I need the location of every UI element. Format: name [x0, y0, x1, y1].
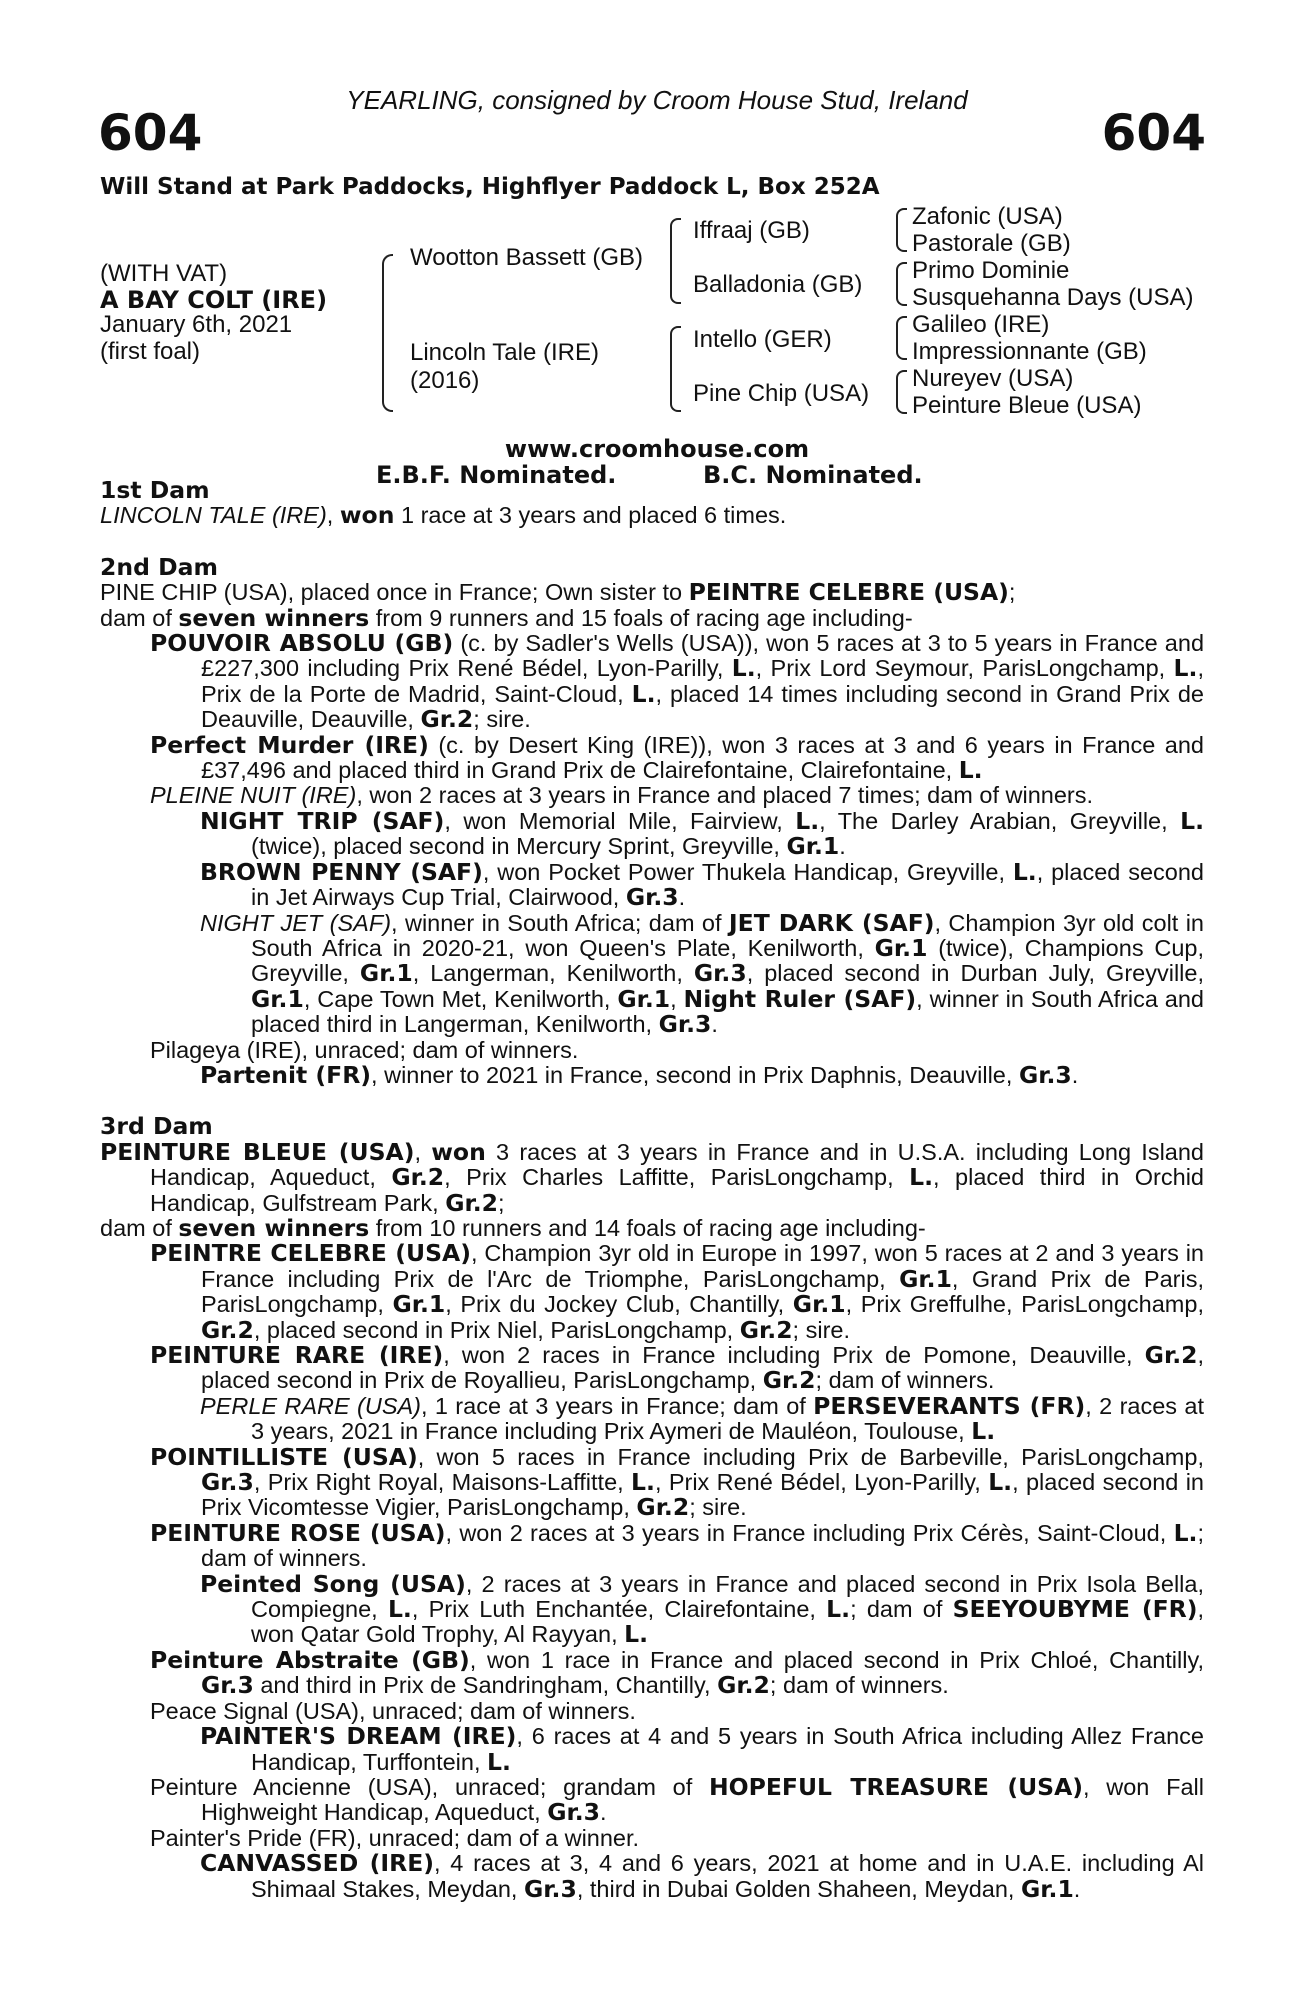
pedigree-ds: Intello (GER): [693, 326, 832, 353]
produce-entry: BROWN PENNY (SAF), won Pocket Power Thukela Handicap, Greyville, L., placed second in Jet Airways Cup Trial, Clairwood, Gr.3.: [200, 857, 1204, 912]
produce-entry: PERLE RARE (USA), 1 race at 3 years in France; dam of PERSEVERANTS (FR), 2 races at 3 years, 2021 in France including Prix Aymeri de Mauléon, Toulouse, L.: [200, 1391, 1204, 1446]
pedigree-sd: Balladonia (GB): [693, 271, 863, 298]
pedigree-dsd: Impressionnante (GB): [912, 338, 1147, 365]
produce-entry: PAINTER'S DREAM (IRE), 6 races at 4 and 5 years in South Africa including Allez France Handicap, Turffontein, L.: [200, 1722, 1204, 1776]
pedigree-brace-sd: [896, 262, 907, 306]
website: www.croomhouse.com: [504, 435, 810, 463]
second-dam-heading: 2nd Dam: [100, 552, 218, 581]
pedigree-brace-sire: [670, 218, 681, 304]
third-dam-heading: 3rd Dam: [100, 1112, 213, 1141]
pedigree-brace-dam: [670, 326, 681, 412]
produce-entry: PLEINE NUIT (IRE), won 2 races at 3 years in France and placed 7 times; dam of winners.: [150, 782, 1094, 809]
pedigree-dds: Nureyev (USA): [912, 365, 1074, 392]
pedigree-brace-ss: [896, 208, 907, 252]
pedigree-dss: Galileo (IRE): [912, 311, 1050, 338]
pedigree-brace-dd: [896, 370, 907, 414]
vat-note: (WITH VAT): [100, 260, 228, 287]
third-dam-summary: dam of seven winners from 10 runners and 14 foals of racing age including-: [100, 1213, 926, 1242]
produce-entry: PEINTURE RARE (IRE), won 2 races in France including Prix de Pomone, Deauville, Gr.2, placed second in Prix de Royallieu, ParisLongchamp, Gr.2; dam of winners.: [150, 1341, 1205, 1395]
produce-entry: NIGHT TRIP (SAF), won Memorial Mile, Fairview, L., The Darley Arabian, Greyville, L. (twice), placed second in Mercury Sprint, Greyville, Gr.1.: [200, 806, 1204, 861]
pedigree-sss: Zafonic (USA): [912, 203, 1063, 230]
first-dam-heading: 1st Dam: [100, 476, 210, 504]
produce-entry: Peinture Abstraite (GB), won 1 race in France and placed second in Prix Chloé, Chantilly, Gr.3 and third in Prix de Sandringham, Chantilly, Gr.2; dam of winners.: [150, 1645, 1204, 1700]
pedigree-ssd: Pastorale (GB): [912, 230, 1071, 257]
produce-entry: Peinture Ancienne (USA), unraced; grandam of HOPEFUL TREASURE (USA), won Fall Highweight Handicap, Aqueduct, Gr.3.: [150, 1772, 1204, 1827]
produce-entry: Pilageya (IRE), unraced; dam of winners.: [150, 1036, 579, 1063]
pedigree-dam: Lincoln Tale (IRE): [410, 339, 599, 366]
stand-location: Will Stand at Park Paddocks, Highflyer Paddock L, Box 252A: [100, 174, 880, 200]
pedigree-brace-ds: [896, 316, 907, 360]
horse-foal-note: (first foal): [100, 338, 201, 365]
produce-entry: POINTILLISTE (USA), won 5 races in France including Prix de Barbeville, ParisLongchamp, Gr.3, Prix Right Royal, Maisons-Laffitte, L., Prix René Bédel, Lyon-Parilly, L., placed second in Prix Vicomtesse Vigier, ParisLongchamp, Gr.2; sire.: [150, 1442, 1204, 1522]
third-dam-entry: PEINTURE BLEUE (USA), won 3 races at 3 years in France and in U.S.A. including Long Island Handicap, Aqueduct, Gr.2, Prix Charles Laffitte, ParisLongchamp, L., placed third in Orchid Handicap, Gulfstream Park, Gr.2;: [100, 1137, 1204, 1217]
catalogue-body: [100, 478, 1204, 1902]
pedigree-dam-year: (2016): [410, 367, 480, 394]
produce-entry: Perfect Murder (IRE) (c. by Desert King (IRE)), won 3 races at 3 and 6 years in France and £37,496 and placed third in Grand Prix de Clairefontaine, Clairefontaine, L.: [150, 730, 1204, 785]
produce-entry: NIGHT JET (SAF), winner in South Africa; dam of JET DARK (SAF), Champion 3yr old colt in South Africa in 2020-21, won Queen's Plate, Kenilworth, Gr.1 (twice), Champions Cup, Greyville, Gr.1, Langerman, Kenilworth, Gr.3, placed second in Durban July, Greyville, Gr.1, Cape Town Met, Kenilworth, Gr.1, Night Ruler (SAF), winner in South Africa and placed third in Langerman, Kenilworth, Gr.3.: [200, 908, 1205, 1039]
produce-entry: POUVOIR ABSOLU (GB) (c. by Sadler's Wells (USA)), won 5 races at 3 to 5 years in France and £227,300 including Prix René Bédel, Lyon-Parilly, L., Prix Lord Seymour, ParisLongchamp, L., Prix de la Porte de Madrid, Saint-Cloud, L., placed 14 times including second in Grand Prix de Deauville, Deauville, Gr.2; sire.: [150, 629, 1205, 734]
first-dam-entry: LINCOLN TALE (IRE), won 1 race at 3 years and placed 6 times.: [100, 501, 787, 530]
produce-entry: PEINTRE CELEBRE (USA), Champion 3yr old in Europe in 1997, won 5 races at 2 and 3 years in France including Prix de l'Arc de Triomphe, ParisLongchamp, Gr.1, Grand Prix de Paris, ParisLongchamp, Gr.1, Prix du Jockey Club, Chantilly, Gr.1, Prix Greffulhe, ParisLongchamp, Gr.2, placed second in Prix Niel, ParisLongchamp, Gr.2; sire.: [150, 1239, 1205, 1344]
ebf-nominated: E.B.F. Nominated.: [376, 461, 617, 489]
produce-entry: PEINTURE ROSE (USA), won 2 races at 3 years in France including Prix Cérès, Saint-Cloud, L.; dam of winners.: [150, 1518, 1204, 1572]
pedigree-ss: Iffraaj (GB): [693, 217, 810, 244]
produce-entry: Peinted Song (USA), 2 races at 3 years in France and placed second in Prix Isola Bella, Compiegne, L., Prix Luth Enchantée, Clairefontaine, L.; dam of SEEYOUBYME (FR), won Qatar Gold Trophy, Al Rayyan, L.: [200, 1569, 1204, 1649]
pedigree-dd: Pine Chip (USA): [693, 380, 870, 407]
produce-entry: Peace Signal (USA), unraced; dam of winners.: [150, 1697, 636, 1724]
pedigree-brace-main: [382, 254, 393, 412]
sale-header: YEARLING, consigned by Croom House Stud, Ireland: [346, 85, 968, 115]
produce-entry: Painter's Pride (FR), unraced; dam of a winner.: [150, 1824, 640, 1851]
produce-entry: Partenit (FR), winner to 2021 in France, second in Prix Daphnis, Deauville, Gr.3.: [200, 1060, 1079, 1089]
pedigree-sds: Primo Dominie: [912, 257, 1070, 284]
second-dam-entry: PINE CHIP (USA), placed once in France; Own sister to PEINTRE CELEBRE (USA); dam of seven winners from 9 runners and 15 foals of racing age including-: [100, 578, 1016, 632]
pedigree-ddd: Peinture Bleue (USA): [912, 392, 1142, 419]
bc-nominated: B.C. Nominated.: [703, 461, 923, 489]
horse-dob: January 6th, 2021: [100, 311, 293, 338]
produce-entry: CANVASSED (IRE), 4 races at 3, 4 and 6 years, 2021 at home and in U.A.E. including Al Shimaal Stakes, Meydan, Gr.3, third in Dubai Golden Shaheen, Meydan, Gr.1.: [200, 1849, 1204, 1903]
lot-number-right: 604: [1101, 104, 1206, 162]
horse-name: A BAY COLT (IRE): [100, 286, 328, 314]
pedigree-sdd: Susquehanna Days (USA): [912, 284, 1194, 311]
lot-number-left: 604: [98, 104, 203, 162]
pedigree-sire: Wootton Bassett (GB): [410, 244, 643, 271]
